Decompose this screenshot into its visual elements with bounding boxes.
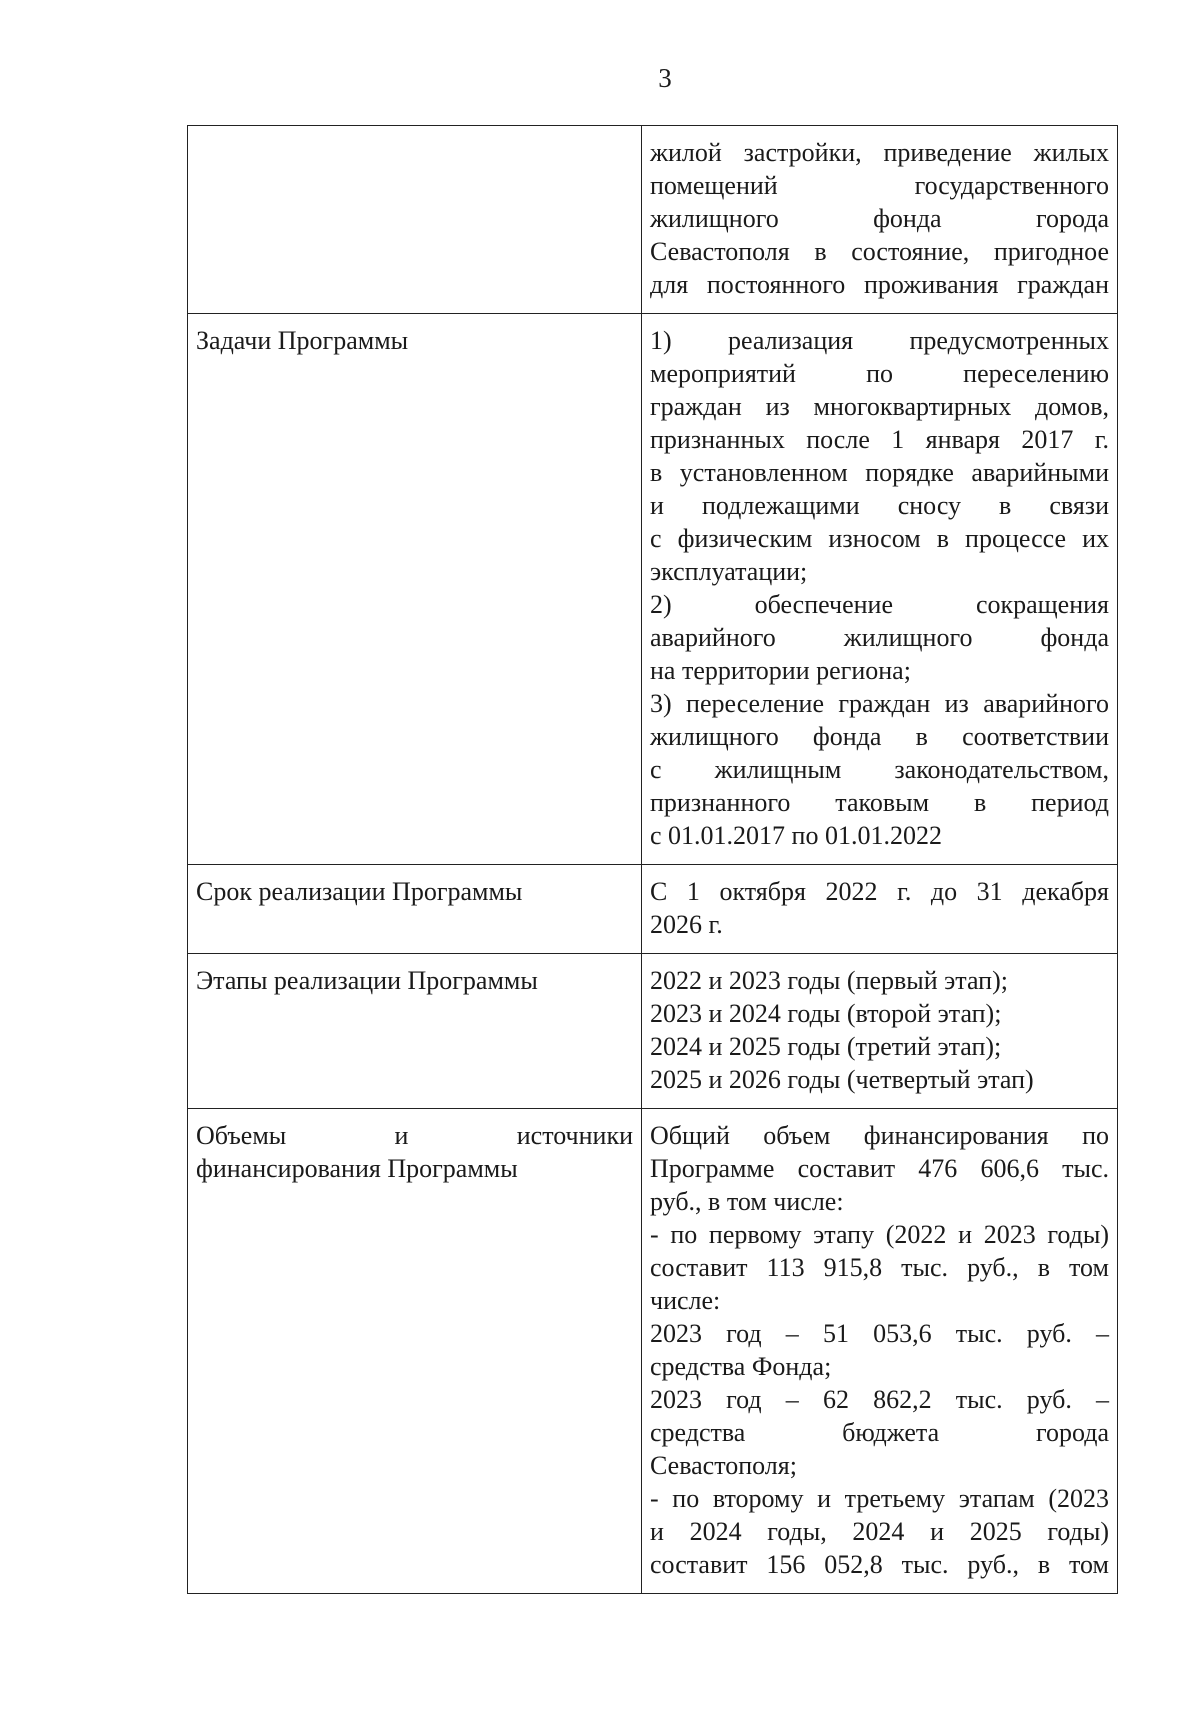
program-passport-table (187, 125, 1118, 1594)
text-line: 2022 и 2023 годы (первый этап); (650, 966, 1008, 995)
text-line: 2023 год – 62 862,2 тыс. руб. – (650, 1385, 1109, 1414)
text-line: финансирования Программы (196, 1154, 518, 1183)
text-line: 2023 и 2024 годы (второй этап); (650, 999, 1002, 1028)
row-value-tasks (642, 314, 1118, 865)
table-row-goals-continued (188, 126, 1118, 314)
text-line: и 2024 годы, 2024 и 2025 годы) (650, 1517, 1109, 1546)
text-line: Севастополя в состояние, пригодное (650, 237, 1109, 266)
text-line: числе: (650, 1286, 721, 1315)
table-row-stages (188, 954, 1118, 1109)
row-label-tasks: Задачи Программы (188, 314, 642, 865)
text-line: жилищного фонда в соответствии (650, 722, 1109, 751)
text-line: помещений государственного (650, 171, 1109, 200)
text-line: мероприятий по переселению (650, 359, 1109, 388)
table-row-tasks (188, 314, 1118, 865)
text-line: 3) переселение граждан из аварийного (650, 689, 1109, 718)
text-line: на территории региона; (650, 656, 911, 685)
text-line: с 01.01.2017 по 01.01.2022 (650, 821, 942, 850)
text-line: и подлежащими сносу в связи (650, 491, 1109, 520)
text-line: 2023 год – 51 053,6 тыс. руб. – (650, 1319, 1109, 1348)
text-line: С 1 октября 2022 г. до 31 декабря (650, 877, 1109, 906)
text-line: с жилищным законодательством, (650, 755, 1109, 784)
page-number: 3 (658, 63, 672, 93)
text-line: составит 156 052,8 тыс. руб., в том (650, 1550, 1109, 1579)
table-row-funding (188, 1109, 1118, 1594)
text-line: с физическим износом в процессе их (650, 524, 1109, 553)
text-line: - по первому этапу (2022 и 2023 годы) (650, 1220, 1109, 1249)
text-line: граждан из многоквартирных домов, (650, 392, 1109, 421)
text-line: для постоянного проживания граждан (650, 270, 1109, 299)
text-line: Общий объем финансирования по (650, 1121, 1109, 1150)
text-line: руб., в том числе: (650, 1187, 844, 1216)
row-label-empty (188, 126, 642, 314)
row-label-stages: Этапы реализации Программы (188, 954, 642, 1109)
text-line: эксплуатации; (650, 557, 808, 586)
table-row-term (188, 865, 1118, 954)
row-label-term: Срок реализации Программы (188, 865, 642, 954)
text-line: 1) реализация предусмотренных (650, 326, 1109, 355)
text-line: 2024 и 2025 годы (третий этап); (650, 1032, 1002, 1061)
text-line: Севастополя; (650, 1451, 797, 1480)
text-line: - по второму и третьему этапам (2023 (650, 1484, 1109, 1513)
row-value-funding (642, 1109, 1118, 1594)
text-line: составит 113 915,8 тыс. руб., в том (650, 1253, 1109, 1282)
text-line: жилой застройки, приведение жилых (650, 138, 1109, 167)
row-value-stages (642, 954, 1118, 1109)
text-line: средства бюджета города (650, 1418, 1109, 1447)
text-line: 2025 и 2026 годы (четвертый этап) (650, 1065, 1034, 1094)
text-line: признанных после 1 января 2017 г. (650, 425, 1109, 454)
text-line: жилищного фонда города (650, 204, 1109, 233)
text-line: Программе составит 476 606,6 тыс. (650, 1154, 1109, 1183)
row-label-funding (188, 1109, 642, 1594)
row-value-goals-continued (642, 126, 1118, 314)
text-line: 2026 г. (650, 910, 723, 939)
text-line: Объемы и источники (196, 1121, 633, 1150)
text-line: средства Фонда; (650, 1352, 832, 1381)
text-line: в установленном порядке аварийными (650, 458, 1109, 487)
text-line: 2) обеспечение сокращения (650, 590, 1109, 619)
text-line: признанного таковым в период (650, 788, 1109, 817)
text-line: аварийного жилищного фонда (650, 623, 1109, 652)
row-value-term (642, 865, 1118, 954)
